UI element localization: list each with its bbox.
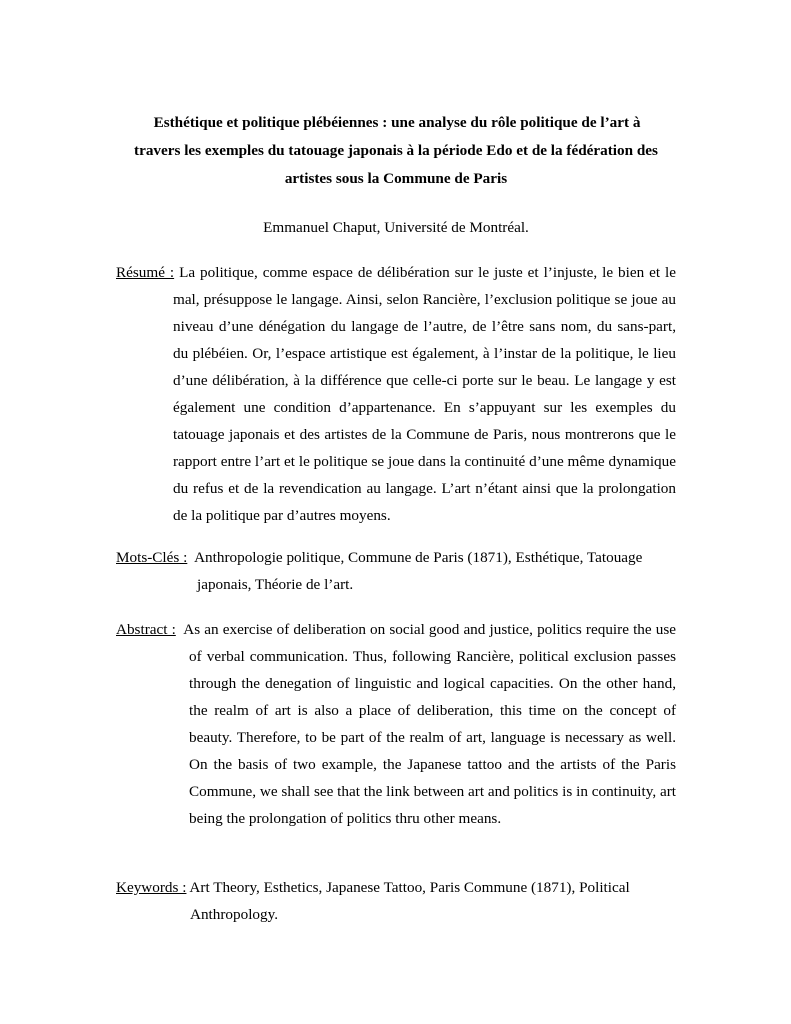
abstract-section: [116, 616, 676, 832]
title-line-1: Esthétique et politique plébéiennes : une analyse du rôle politique de l’art à: [153, 114, 641, 131]
keywords-text: Art Theory, Esthetics, Japanese Tattoo, Paris Commune (1871), Political Anthropology.: [189, 879, 630, 923]
title-line-3: artistes sous la Commune de Paris: [284, 170, 508, 187]
resume-label: Résumé :: [116, 264, 175, 281]
mots-cles-label: Mots-Clés :: [116, 549, 188, 566]
keywords-paragraph: [116, 874, 676, 928]
title-line-2: travers les exemples du tatouage japonais à la période Edo et de la fédération des: [134, 142, 658, 159]
keywords-label: Keywords :: [116, 879, 187, 896]
mots-cles-section: [116, 544, 676, 598]
paper-title: [116, 109, 676, 193]
abstract-text: As an exercise of deliberation on social good and justice, politics require the use of verbal communication. Thus, following Rancière, political exclusion passes through the denegation of linguistic and logical capacities. On the other hand, the realm of art is also a place of deliberation, this time on the concept of beauty. Therefore, to be part of the realm of art, language is necessary as well. On the basis of two example, the Japanese tattoo and the artists of the Paris Commune, we shall see that the link between art and politics is in continuity, art being the prolongation of politics thru other means.: [183, 621, 676, 827]
resume-section: [116, 259, 676, 529]
mots-cles-text: Anthropologie politique, Commune de Paris (1871), Esthétique, Tatouage japonais, Théorie de l’art.: [194, 549, 643, 593]
author-line: Emmanuel Chaput, Université de Montréal.: [263, 219, 529, 236]
abstract-label: Abstract :: [116, 621, 176, 638]
mots-cles-paragraph: [116, 544, 676, 598]
abstract-paragraph: [116, 616, 676, 832]
keywords-section: [116, 874, 676, 928]
resume-text: La politique, comme espace de délibération sur le juste et l’injuste, le bien et le mal, présuppose le langage. Ainsi, selon Rancière, l’exclusion politique se joue au niveau d’une dénégation du langage de l’autre, de l’être sans nom, du sans-part, du plébéien. Or, l’espace artistique est également, à l’instar de la politique, le lieu d’une délibération, à la différence que celle-ci porte sur le beau. Le langage y est également une condition d’appartenance. En s’appuyant sur les exemples du tatouage japonais et des artistes de la Commune de Paris, nous montrerons que le rapport entre l’art et le politique se joue dans la continuité d’une même dynamique du refus et de la revendication au langage. L’art n’étant ainsi que la prolongation de la politique par d’autres moyens.: [173, 264, 676, 524]
resume-paragraph: [116, 259, 676, 529]
